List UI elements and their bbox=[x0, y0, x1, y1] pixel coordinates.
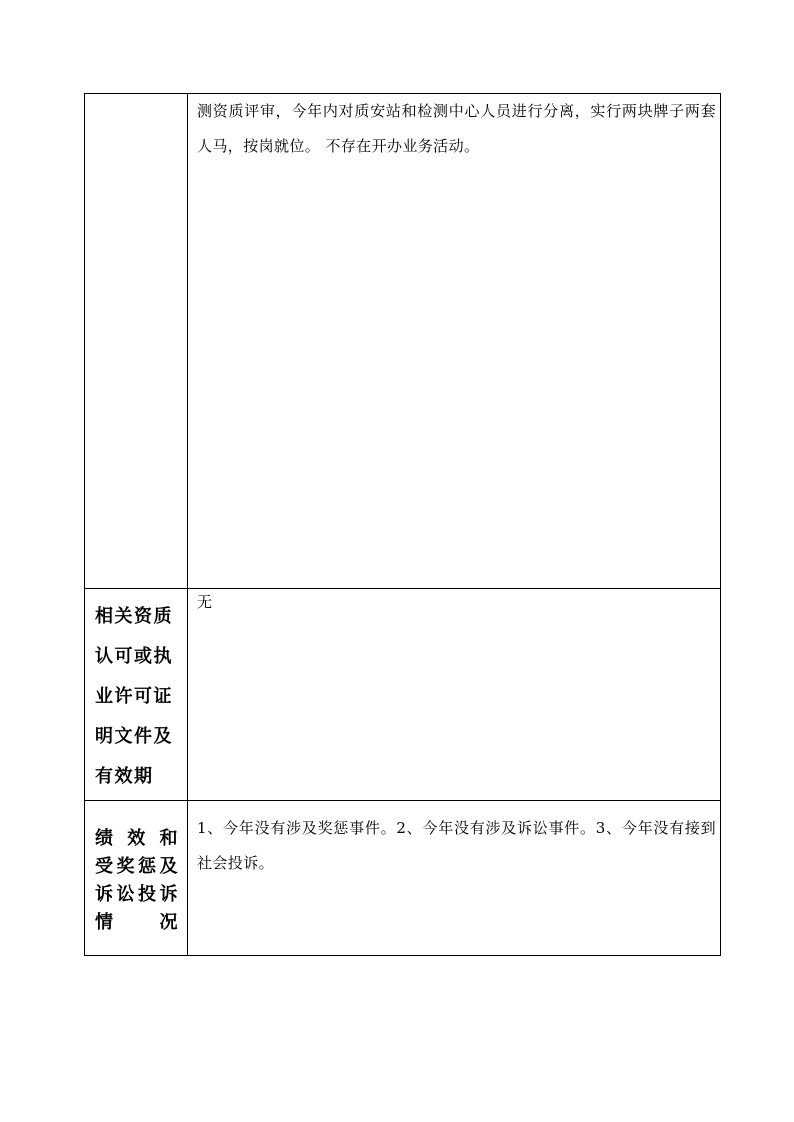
row3-label-cell bbox=[85, 801, 188, 956]
performance-text: 1、今年没有涉及奖惩事件。2、今年没有涉及诉讼事件。3、今年没有接到社会投诉。 bbox=[197, 819, 716, 872]
qualifications-label-line: 相关资质 bbox=[95, 606, 173, 627]
report-form-table bbox=[84, 93, 721, 956]
qualifications-label bbox=[85, 589, 187, 797]
qualifications-label-line: 认可或执 bbox=[95, 646, 173, 667]
row1-content-cell bbox=[188, 94, 721, 589]
table-row-qualifications bbox=[85, 589, 721, 801]
qualifications-text: 无 bbox=[197, 593, 213, 611]
business-activity-text: 测资质评审，今年内对质安站和检测中心人员进行分离，实行两块牌子两套人马，按岗就位。 不存在开办业务活动。 bbox=[197, 102, 716, 155]
qualifications-label-line: 业许可证 bbox=[95, 686, 173, 707]
table-row-business-activity bbox=[85, 94, 721, 589]
row2-label-cell bbox=[85, 589, 188, 801]
qualifications-label-line: 有效期 bbox=[95, 766, 154, 787]
performance-label-line: 情 况 bbox=[95, 912, 179, 933]
performance-label-line: 受奖惩及 bbox=[95, 856, 179, 877]
row1-label-cell bbox=[85, 94, 188, 589]
performance-label-line: 绩 效 和 bbox=[95, 828, 179, 849]
row3-content-cell bbox=[188, 801, 721, 956]
qualifications-label-line: 明文件及 bbox=[95, 726, 173, 747]
table-row-performance bbox=[85, 801, 721, 956]
performance-label bbox=[85, 801, 187, 937]
performance-label-line: 诉讼投诉 bbox=[95, 884, 179, 905]
row2-content-cell bbox=[188, 589, 721, 801]
